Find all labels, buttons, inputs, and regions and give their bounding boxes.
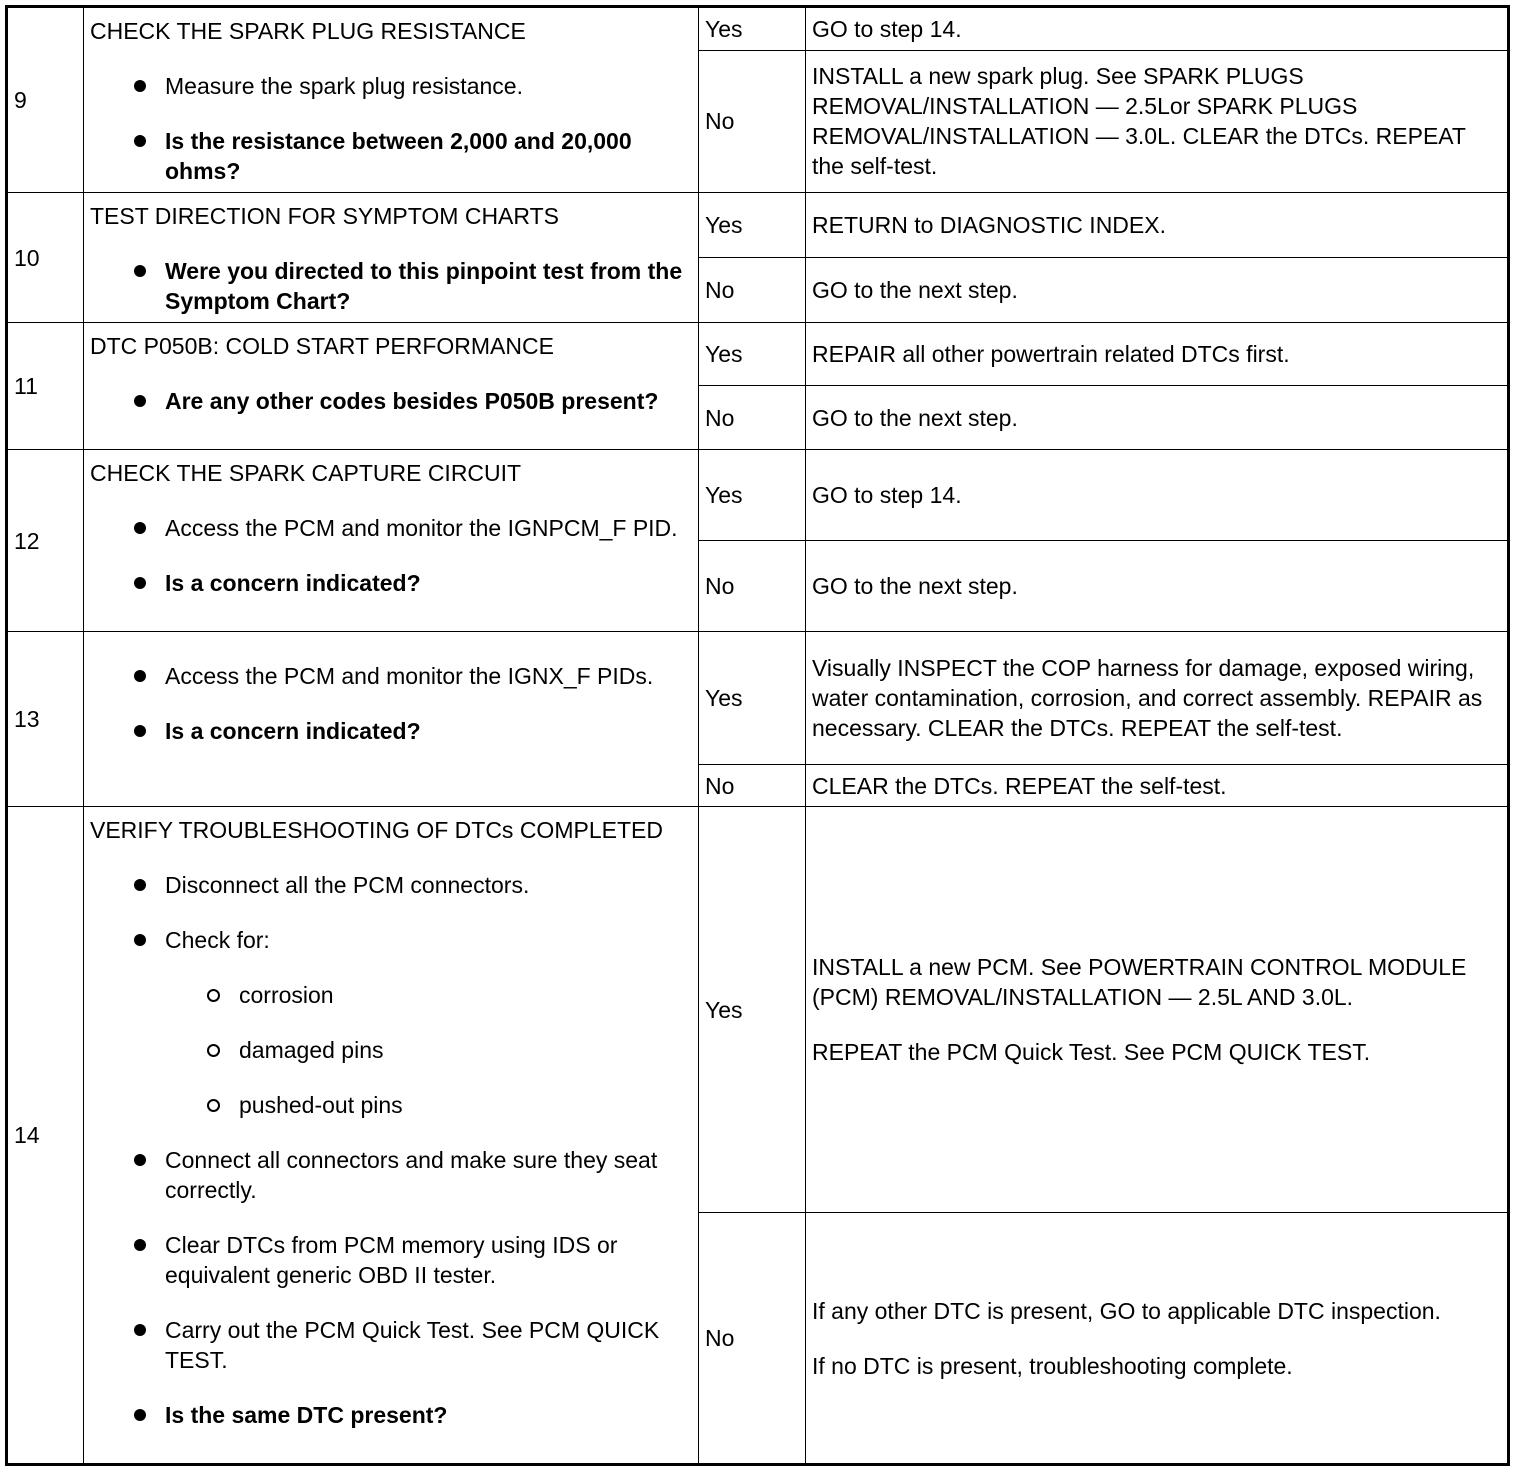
step-title: CHECK THE SPARK PLUG RESISTANCE bbox=[90, 18, 526, 44]
step-bullet: Measure the spark plug resistance. bbox=[90, 71, 690, 101]
step-question: Were you directed to this pinpoint test from the Symptom Chart? bbox=[90, 256, 690, 316]
step-bullet-text: Check for: bbox=[165, 927, 270, 953]
step-bullet-list bbox=[90, 256, 690, 316]
table-row-step-13-yes bbox=[7, 632, 1509, 765]
step-number: 10 bbox=[7, 193, 84, 323]
step-bullet: Connect all connectors and make sure they seat correctly. bbox=[90, 1145, 690, 1205]
step-number: 14 bbox=[7, 807, 84, 1465]
answer-no: No bbox=[699, 258, 806, 323]
result-yes: Visually INSPECT the COP harness for damage, exposed wiring, water contamination, corrosion, and correct assembly. REPAIR as necessary. CLEAR the DTCs. REPEAT the self-test. bbox=[806, 632, 1509, 765]
pinpoint-test-table bbox=[5, 5, 1510, 1466]
step-title: VERIFY TROUBLESHOOTING OF DTCs COMPLETED bbox=[90, 817, 663, 843]
step-bullet: Disconnect all the PCM connectors. bbox=[90, 870, 690, 900]
table-row-step-9-yes bbox=[7, 7, 1509, 51]
step-sub-bullet: damaged pins bbox=[90, 1035, 690, 1065]
result-yes: RETURN to DIAGNOSTIC INDEX. bbox=[806, 193, 1509, 258]
step-bullet-list bbox=[90, 513, 690, 598]
step-sub-bullet: pushed-out pins bbox=[90, 1090, 690, 1120]
result-yes: GO to step 14. bbox=[806, 450, 1509, 541]
step-bullet bbox=[90, 925, 690, 1120]
step-bullet-list bbox=[90, 870, 690, 1430]
answer-no: No bbox=[699, 541, 806, 632]
answer-yes: Yes bbox=[699, 323, 806, 386]
step-bullet: Carry out the PCM Quick Test. See PCM QUICK TEST. bbox=[90, 1315, 690, 1375]
result-paragraph: If no DTC is present, troubleshooting complete. bbox=[812, 1352, 1293, 1379]
step-title: DTC P050B: COLD START PERFORMANCE bbox=[90, 333, 554, 359]
result-paragraph: If any other DTC is present, GO to applicable DTC inspection. bbox=[812, 1297, 1441, 1324]
table-row-step-11-yes bbox=[7, 323, 1509, 386]
result-yes: REPAIR all other powertrain related DTCs first. bbox=[806, 323, 1509, 386]
step-action-cell bbox=[84, 632, 699, 807]
step-bullet: Access the PCM and monitor the IGNX_F PIDs. bbox=[90, 661, 690, 691]
step-action-cell bbox=[84, 323, 699, 450]
table-row-step-10-yes bbox=[7, 193, 1509, 258]
result-no bbox=[806, 1213, 1509, 1465]
answer-yes: Yes bbox=[699, 807, 806, 1213]
step-question: Is the resistance between 2,000 and 20,000 ohms? bbox=[90, 126, 690, 186]
step-action-cell bbox=[84, 807, 699, 1465]
step-bullet: Access the PCM and monitor the IGNPCM_F PID. bbox=[90, 513, 690, 543]
result-no: CLEAR the DTCs. REPEAT the self-test. bbox=[806, 765, 1509, 807]
answer-yes: Yes bbox=[699, 450, 806, 541]
result-no: GO to the next step. bbox=[806, 386, 1509, 450]
result-no: GO to the next step. bbox=[806, 541, 1509, 632]
step-question: Is a concern indicated? bbox=[90, 568, 690, 598]
answer-yes: Yes bbox=[699, 632, 806, 765]
result-paragraph: REPEAT the PCM Quick Test. See PCM QUICK TEST. bbox=[812, 1039, 1371, 1065]
step-action-cell bbox=[84, 7, 699, 193]
result-no: INSTALL a new spark plug. See SPARK PLUGS REMOVAL/INSTALLATION — 2.5Lor SPARK PLUGS REMOVAL/INSTALLATION — 3.0L. CLEAR the DTCs. REPEAT the self-test. bbox=[806, 50, 1509, 192]
answer-yes: Yes bbox=[699, 193, 806, 258]
step-question: Is a concern indicated? bbox=[90, 716, 690, 746]
step-bullet-list bbox=[90, 661, 690, 746]
step-action-cell bbox=[84, 450, 699, 632]
step-number: 9 bbox=[7, 7, 84, 193]
result-no: GO to the next step. bbox=[806, 258, 1509, 323]
step-number: 12 bbox=[7, 450, 84, 632]
step-title: CHECK THE SPARK CAPTURE CIRCUIT bbox=[90, 460, 522, 486]
result-yes bbox=[806, 807, 1509, 1213]
answer-yes: Yes bbox=[699, 7, 806, 51]
table-row-step-14-yes bbox=[7, 807, 1509, 1213]
answer-no: No bbox=[699, 50, 806, 192]
table-row-step-12-yes bbox=[7, 450, 1509, 541]
step-question: Are any other codes besides P050B present? bbox=[90, 386, 690, 416]
result-yes: GO to step 14. bbox=[806, 7, 1509, 51]
answer-no: No bbox=[699, 386, 806, 450]
step-bullet-list bbox=[90, 71, 690, 186]
result-paragraph: INSTALL a new PCM. See POWERTRAIN CONTROL MODULE (PCM) REMOVAL/INSTALLATION — 2.5L AND 3.0L. bbox=[812, 954, 1467, 1010]
step-sub-bullet: corrosion bbox=[90, 980, 690, 1010]
answer-no: No bbox=[699, 1213, 806, 1465]
step-bullet: Clear DTCs from PCM memory using IDS or equivalent generic OBD II tester. bbox=[90, 1230, 690, 1290]
step-action-cell bbox=[84, 193, 699, 323]
step-number: 13 bbox=[7, 632, 84, 807]
step-title: TEST DIRECTION FOR SYMPTOM CHARTS bbox=[90, 203, 559, 229]
answer-no: No bbox=[699, 765, 806, 807]
step-question: Is the same DTC present? bbox=[90, 1400, 690, 1430]
step-sub-list bbox=[165, 980, 690, 1120]
step-number: 11 bbox=[7, 323, 84, 450]
step-bullet-list bbox=[90, 386, 690, 416]
